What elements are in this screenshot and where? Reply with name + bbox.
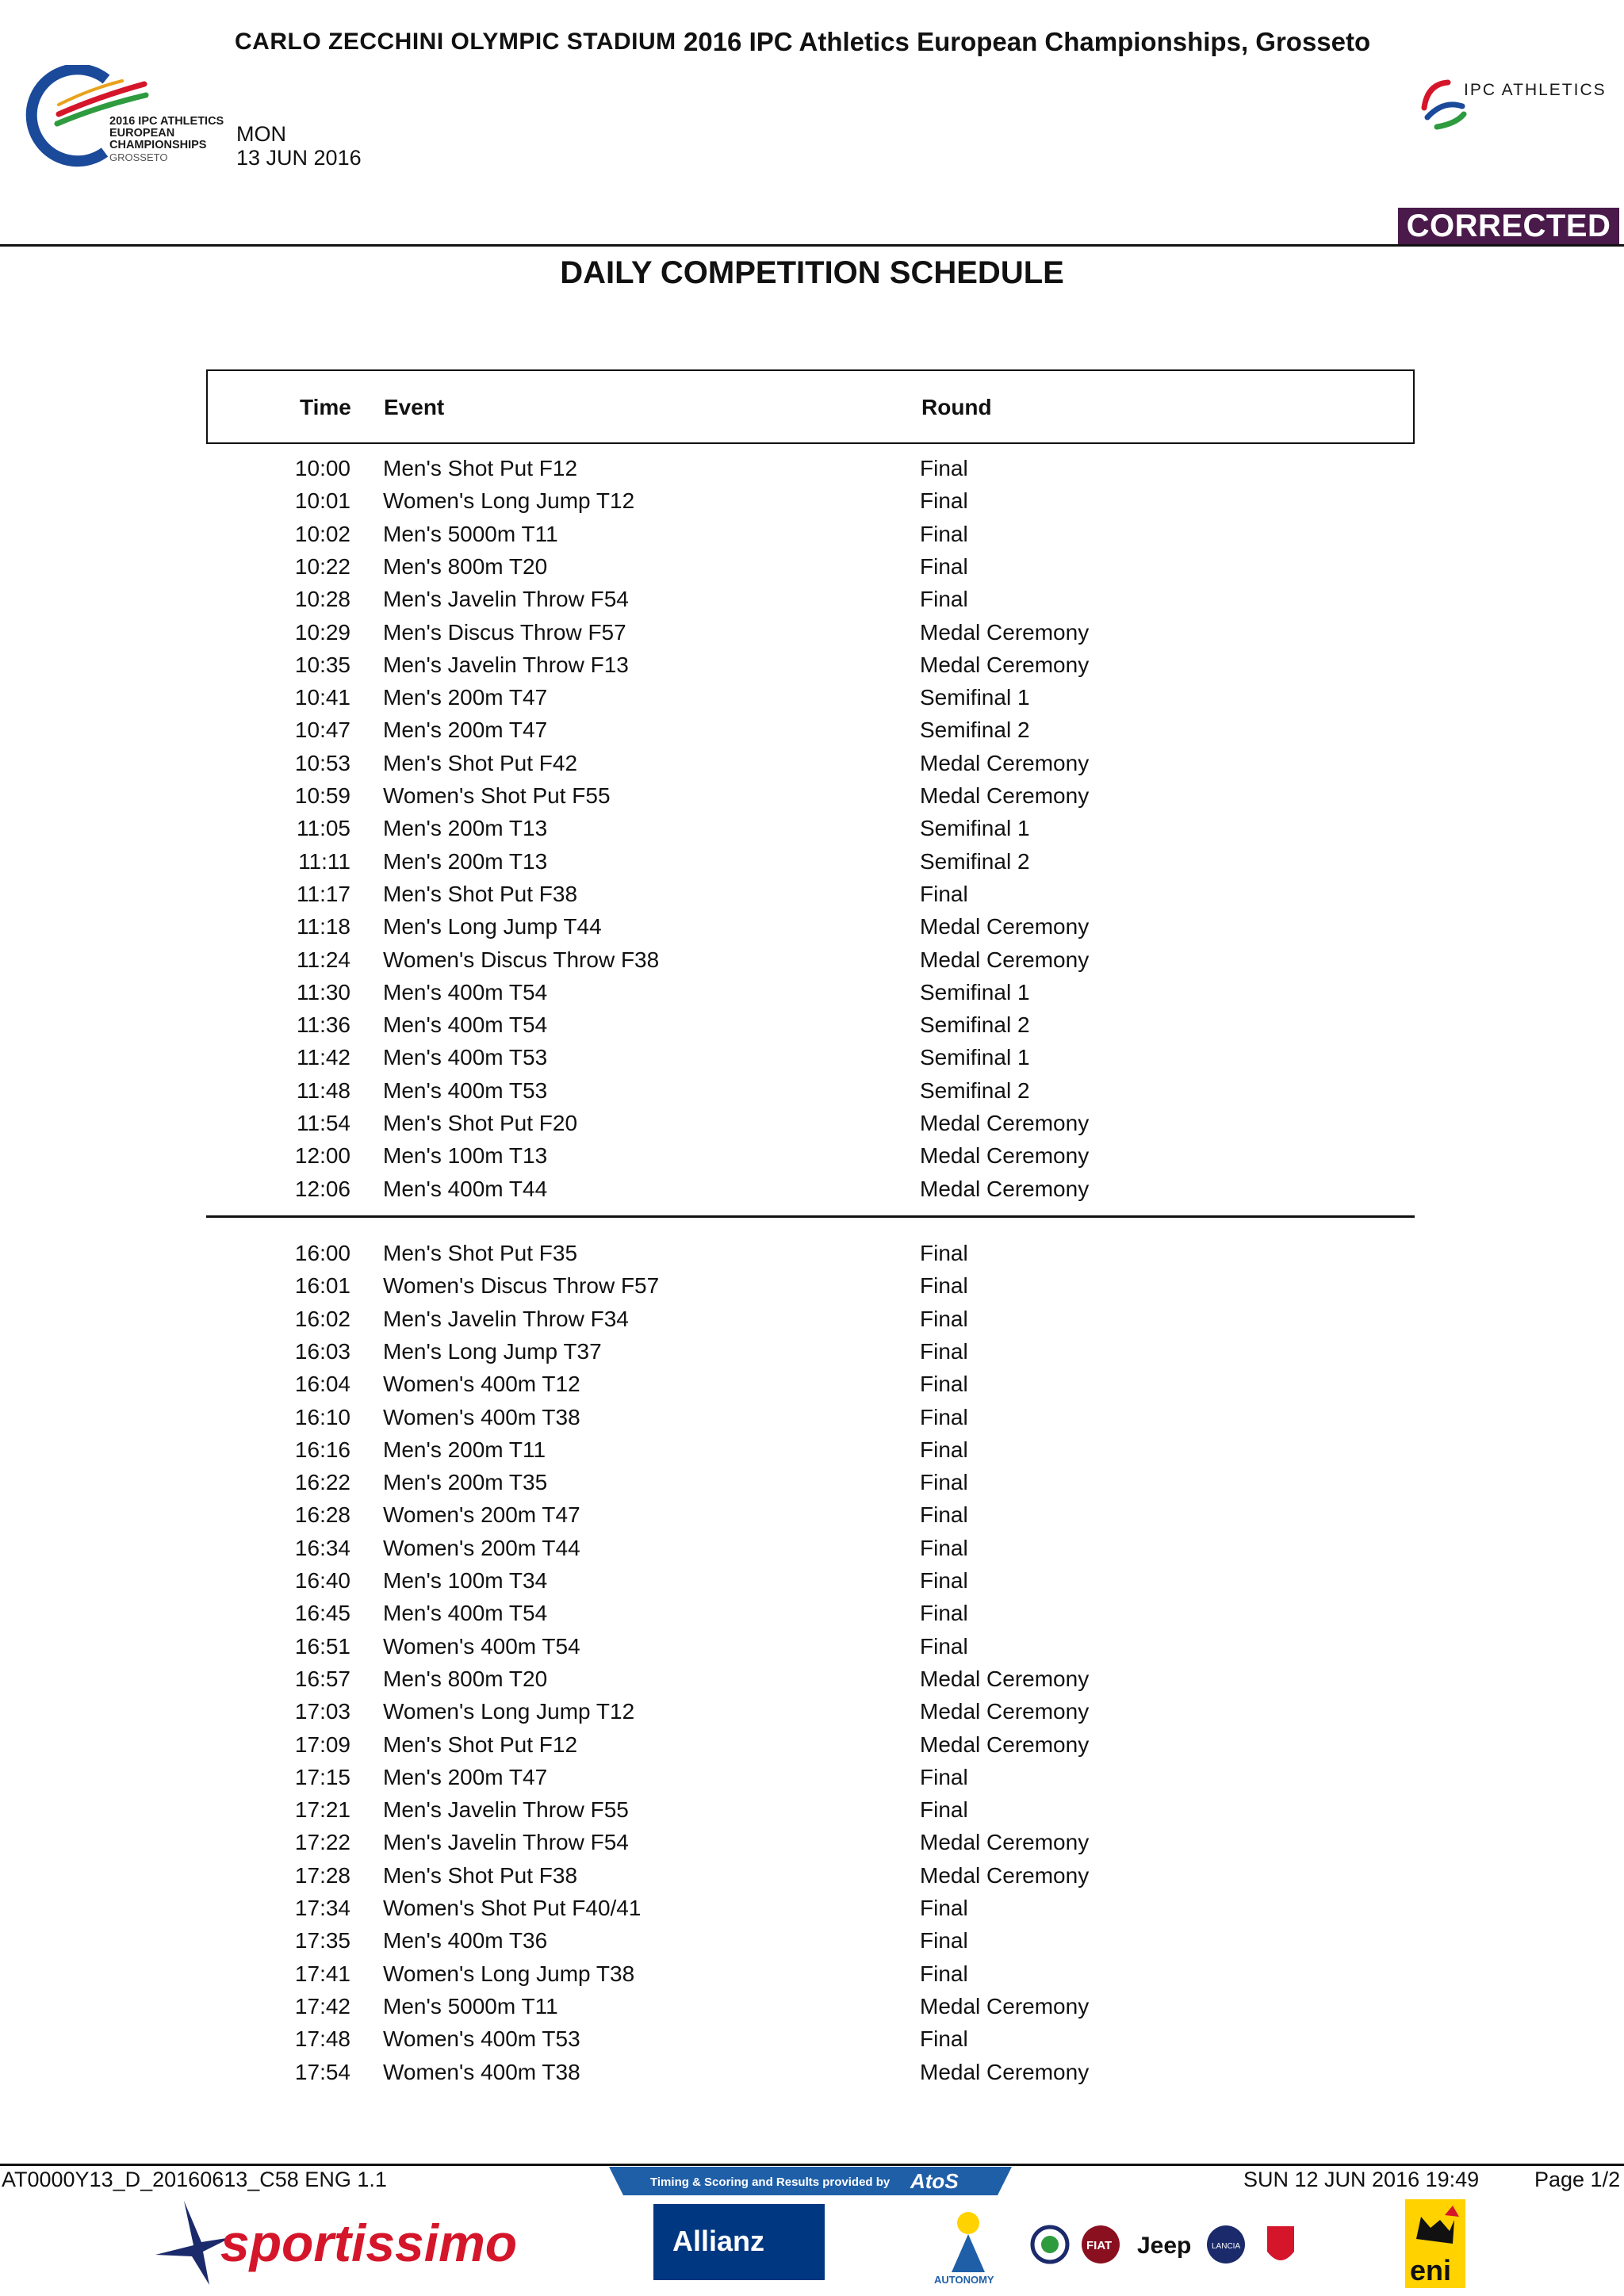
time-cell: 10:28 (294, 587, 350, 612)
eni-wordmark: eni (1410, 2254, 1452, 2286)
allianz-wordmark: Allianz (672, 2225, 765, 2257)
event-cell: Women's 400m T53 (383, 2026, 580, 2052)
table-row (0, 649, 1624, 681)
table-header (206, 369, 1415, 444)
column-header-event: Event (384, 395, 445, 419)
event-cell: Men's Shot Put F42 (383, 750, 578, 775)
allianz-logo (653, 2204, 825, 2280)
table-row (0, 1597, 1624, 1629)
table-row (0, 976, 1624, 1008)
round-cell: Semifinal 2 (920, 848, 1030, 874)
table-row (0, 1892, 1624, 1924)
event-cell: Men's Long Jump T44 (383, 914, 602, 939)
fiat-wordmark: FIAT (1086, 2239, 1113, 2252)
table-row (0, 681, 1624, 714)
table-row (0, 1008, 1624, 1041)
event-cell: Men's Shot Put F35 (383, 1241, 578, 1265)
time-cell: 17:28 (294, 1862, 350, 1888)
round-cell: Medal Ceremony (920, 619, 1090, 645)
timing-text: Timing & Scoring and Results provided by (650, 2175, 891, 2189)
round-cell: Final (920, 881, 968, 906)
round-cell: Medal Ceremony (920, 1732, 1090, 1757)
table-row (0, 1826, 1624, 1858)
atos-logo: AtoS (910, 2169, 959, 2193)
round-cell: Semifinal 2 (920, 718, 1030, 743)
table-row (0, 550, 1624, 583)
round-cell: Final (920, 1568, 968, 1593)
table-row (0, 1173, 1624, 1205)
time-cell: 10:59 (294, 783, 350, 808)
round-cell: Semifinal 2 (920, 1077, 1030, 1103)
event-cell: Men's 400m T54 (383, 1012, 548, 1038)
header-divider (0, 244, 1624, 247)
time-cell: 17:15 (294, 1764, 350, 1789)
table-row (0, 1041, 1624, 1073)
time-cell: 17:22 (294, 1830, 350, 1855)
table-row (0, 1564, 1624, 1597)
event-cell: Women's Shot Put F40/41 (383, 1896, 642, 1920)
event-cell: Men's Shot Put F20 (383, 1111, 578, 1135)
round-cell: Final (920, 1764, 968, 1789)
time-cell: 10:53 (294, 750, 350, 775)
event-cell: Men's 400m T54 (383, 979, 548, 1004)
round-cell: Semifinal 2 (920, 1012, 1030, 1038)
round-cell: Final (920, 1404, 968, 1429)
event-cell: Men's 100m T13 (383, 1143, 548, 1169)
event-cell: Men's Javelin Throw F34 (383, 1306, 629, 1331)
column-header-time: Time (300, 395, 351, 419)
round-cell: Final (920, 1470, 968, 1495)
time-cell: 11:30 (297, 979, 350, 1004)
time-cell: 11:18 (297, 914, 350, 939)
event-cell: Men's 5000m T11 (383, 521, 558, 546)
table-row (0, 1990, 1624, 2022)
round-cell: Medal Ceremony (920, 1993, 1090, 2019)
event-cell: Women's Discus Throw F38 (383, 947, 660, 972)
logo-line: EUROPEAN (109, 127, 175, 140)
table-row (0, 1663, 1624, 1695)
event-cell: Men's Shot Put F12 (383, 456, 578, 480)
time-cell: 17:48 (294, 2026, 350, 2052)
logo-line: CHAMPIONSHIPS (109, 139, 207, 151)
round-cell: Final (920, 1437, 968, 1462)
time-cell: 17:09 (294, 1732, 350, 1757)
time-cell: 11:48 (297, 1077, 350, 1103)
round-cell: Medal Ceremony (920, 1862, 1090, 1888)
table-row (0, 616, 1624, 649)
table-row (0, 1237, 1624, 1269)
table-row (0, 779, 1624, 812)
event-cell: Men's 200m T35 (383, 1470, 548, 1495)
round-cell: Final (920, 1961, 968, 1986)
time-cell: 11:54 (297, 1111, 350, 1135)
time-cell: 11:05 (297, 816, 350, 841)
round-cell: Final (920, 521, 968, 546)
page-number: Page 1/2 (1534, 2168, 1621, 2191)
column-header-round: Round (921, 395, 992, 419)
event-cell: Men's Shot Put F38 (383, 1862, 578, 1888)
event-cell: Women's Shot Put F55 (383, 783, 611, 808)
logo-caption (109, 116, 224, 163)
event-cell: Women's Discus Throw F57 (383, 1273, 660, 1299)
round-cell: Final (920, 1928, 968, 1954)
round-cell: Final (920, 1241, 968, 1265)
time-cell: 16:51 (294, 1633, 350, 1659)
autonomy-logo (933, 2202, 1004, 2286)
event-cell: Men's 200m T47 (383, 718, 548, 743)
round-cell: Medal Ceremony (920, 1111, 1090, 1135)
event-cell: Men's Javelin Throw F54 (383, 587, 629, 612)
table-row (0, 484, 1624, 517)
table-row (0, 747, 1624, 779)
table-row (0, 1107, 1624, 1139)
table-row (0, 845, 1624, 878)
table-row (0, 1401, 1624, 1433)
round-cell: Medal Ceremony (920, 1176, 1090, 1201)
time-cell: 11:11 (298, 848, 350, 874)
time-cell: 11:17 (297, 881, 350, 906)
time-cell: 12:06 (294, 1176, 350, 1201)
round-cell: Semifinal 1 (920, 816, 1030, 841)
table-row (0, 1957, 1624, 1990)
round-cell: Medal Ceremony (920, 750, 1090, 775)
table-row (0, 2056, 1624, 2088)
ipc-athletics-label: IPC ATHLETICS (1464, 81, 1607, 99)
table-row (0, 1761, 1624, 1793)
event-cell: Women's Long Jump T12 (383, 488, 635, 514)
date-block (236, 122, 362, 170)
table-row (0, 1074, 1624, 1107)
round-cell: Final (920, 456, 968, 480)
event-title: 2016 IPC Athletics European Championships, Grosseto (684, 27, 1371, 56)
table-row (0, 943, 1624, 976)
time-cell: 11:42 (297, 1045, 350, 1070)
table-row (0, 1466, 1624, 1498)
table-row (0, 1303, 1624, 1335)
table-row (0, 1269, 1624, 1302)
round-cell: Final (920, 1797, 968, 1823)
round-cell: Medal Ceremony (920, 1830, 1090, 1855)
event-cell: Men's Long Jump T37 (383, 1338, 602, 1364)
time-cell: 10:02 (294, 521, 350, 546)
table-row (0, 1630, 1624, 1663)
time-cell: 10:22 (294, 553, 350, 579)
round-cell: Final (920, 1601, 968, 1626)
sportissimo-wordmark: sportissimo (220, 2214, 518, 2272)
time-cell: 16:45 (294, 1601, 350, 1626)
document-code: AT0000Y13_D_20160613_C58 ENG 1.1 (2, 2168, 387, 2191)
round-cell: Final (920, 587, 968, 612)
time-cell: 16:01 (294, 1273, 350, 1299)
time-cell: 10:41 (294, 685, 350, 710)
event-cell: Men's 400m T44 (383, 1176, 548, 1201)
time-cell: 17:35 (294, 1928, 350, 1954)
event-cell: Women's 400m T38 (383, 1404, 580, 1429)
round-cell: Final (920, 1535, 968, 1560)
round-cell: Semifinal 1 (920, 685, 1030, 710)
table-row (0, 910, 1624, 943)
timing-banner (609, 2167, 1012, 2195)
time-cell: 17:54 (294, 2059, 350, 2084)
print-timestamp: SUN 12 JUN 2016 19:49 (1243, 2168, 1480, 2191)
table-row (0, 1793, 1624, 1826)
time-cell: 16:28 (294, 1502, 350, 1528)
time-cell: 16:10 (294, 1404, 350, 1429)
table-row (0, 1728, 1624, 1761)
event-cell: Men's 400m T53 (383, 1077, 548, 1103)
round-cell: Medal Ceremony (920, 1143, 1090, 1169)
round-cell: Medal Ceremony (920, 947, 1090, 972)
time-cell: 16:00 (294, 1241, 350, 1265)
round-cell: Final (920, 1306, 968, 1331)
event-cell: Women's Long Jump T12 (383, 1699, 635, 1724)
round-cell: Medal Ceremony (920, 783, 1090, 808)
status-badge: CORRECTED (1398, 208, 1619, 244)
weekday: MON (236, 122, 286, 146)
jeep-wordmark: Jeep (1137, 2233, 1192, 2259)
event-cell: Men's 200m T11 (383, 1437, 546, 1462)
event-cell: Men's 100m T34 (383, 1568, 548, 1593)
event-cell: Men's 400m T36 (383, 1928, 548, 1954)
table-row (0, 812, 1624, 844)
round-cell: Final (920, 1633, 968, 1659)
round-cell: Final (920, 1372, 968, 1397)
table-row (0, 1532, 1624, 1564)
round-cell: Medal Ceremony (920, 2059, 1090, 2084)
autonomy-wordmark: AUTONOMY (934, 2274, 994, 2286)
event-cell: Women's 400m T12 (383, 1372, 580, 1397)
time-cell: 16:03 (294, 1338, 350, 1364)
table-row (0, 714, 1624, 746)
event-cell: Men's Javelin Throw F54 (383, 1830, 629, 1855)
table-row (0, 1139, 1624, 1172)
event-cell: Men's 200m T13 (383, 848, 548, 874)
table-row (0, 1335, 1624, 1368)
event-cell: Women's 400m T54 (383, 1633, 580, 1659)
round-cell: Final (920, 1502, 968, 1528)
event-cell: Men's Shot Put F38 (383, 881, 578, 906)
event-cell: Men's 800m T20 (383, 1666, 548, 1691)
table-row (0, 1368, 1624, 1400)
time-cell: 17:21 (294, 1797, 350, 1823)
time-cell: 11:24 (297, 947, 350, 972)
round-cell: Final (920, 488, 968, 514)
event-cell: Men's 400m T53 (383, 1045, 548, 1070)
time-cell: 16:04 (294, 1372, 350, 1397)
time-cell: 10:47 (294, 718, 350, 743)
footer-divider (0, 2164, 1624, 2166)
table-row (0, 1859, 1624, 1892)
round-cell: Final (920, 2026, 968, 2052)
time-cell: 10:29 (294, 619, 350, 645)
time-cell: 17:42 (294, 1993, 350, 2019)
round-cell: Medal Ceremony (920, 652, 1090, 677)
sportissimo-logo (152, 2199, 565, 2286)
time-cell: 10:01 (294, 488, 350, 514)
logo-line: GROSSETO (109, 151, 168, 163)
page-title: DAILY COMPETITION SCHEDULE (560, 255, 1064, 290)
round-cell: Semifinal 1 (920, 1045, 1030, 1070)
time-cell: 17:34 (294, 1896, 350, 1920)
table-row (0, 518, 1624, 550)
time-cell: 17:03 (294, 1699, 350, 1724)
logo-line: 2016 IPC ATHLETICS (109, 115, 224, 128)
table-row (0, 1924, 1624, 1957)
time-cell: 12:00 (294, 1143, 350, 1169)
time-cell: 11:36 (297, 1012, 350, 1038)
round-cell: Final (920, 1273, 968, 1299)
event-cell: Men's Javelin Throw F55 (383, 1797, 629, 1823)
session-divider (206, 1215, 1415, 1218)
eni-dog-icon (1405, 2199, 1465, 2288)
lancia-wordmark: LANCIA (1212, 2242, 1241, 2251)
round-cell: Final (920, 1338, 968, 1364)
table-row (0, 2022, 1624, 2055)
time-cell: 16:34 (294, 1535, 350, 1560)
event-cell: Men's Shot Put F12 (383, 1732, 578, 1757)
event-cell: Women's 200m T47 (383, 1502, 580, 1528)
event-cell: Men's Javelin Throw F13 (383, 652, 629, 677)
time-cell: 16:22 (294, 1470, 350, 1495)
time-cell: 16:02 (294, 1306, 350, 1331)
table-row (0, 878, 1624, 910)
event-cell: Men's 5000m T11 (383, 1993, 558, 2019)
event-cell: Women's Long Jump T38 (383, 1961, 635, 1986)
round-cell: Medal Ceremony (920, 1666, 1090, 1691)
time-cell: 16:40 (294, 1568, 350, 1593)
time-cell: 16:16 (294, 1437, 350, 1462)
event-cell: Men's Discus Throw F57 (383, 619, 626, 645)
fca-brands-logos (1029, 2217, 1299, 2272)
table-row (0, 1498, 1624, 1531)
event-cell: Men's 200m T13 (383, 816, 548, 841)
time-cell: 17:41 (294, 1961, 350, 1986)
event-cell: Men's 400m T54 (383, 1601, 548, 1626)
event-cell: Men's 200m T47 (383, 685, 548, 710)
event-cell: Women's 400m T38 (383, 2059, 580, 2084)
event-cell: Women's 200m T44 (383, 1535, 580, 1560)
round-cell: Final (920, 553, 968, 579)
time-cell: 16:57 (294, 1666, 350, 1691)
round-cell: Semifinal 1 (920, 979, 1030, 1004)
event-cell: Men's 800m T20 (383, 553, 548, 579)
table-row (0, 1695, 1624, 1728)
table-row (0, 452, 1624, 484)
venue-name: CARLO ZECCHINI OLYMPIC STADIUM (235, 29, 676, 55)
table-row (0, 1433, 1624, 1466)
round-cell: Medal Ceremony (920, 914, 1090, 939)
time-cell: 10:35 (294, 652, 350, 677)
round-cell: Final (920, 1896, 968, 1920)
round-cell: Medal Ceremony (920, 1699, 1090, 1724)
date: 13 JUN 2016 (236, 146, 362, 170)
time-cell: 10:00 (294, 456, 350, 480)
eni-logo (1405, 2199, 1465, 2288)
table-row (0, 583, 1624, 615)
event-cell: Men's 200m T47 (383, 1764, 548, 1789)
